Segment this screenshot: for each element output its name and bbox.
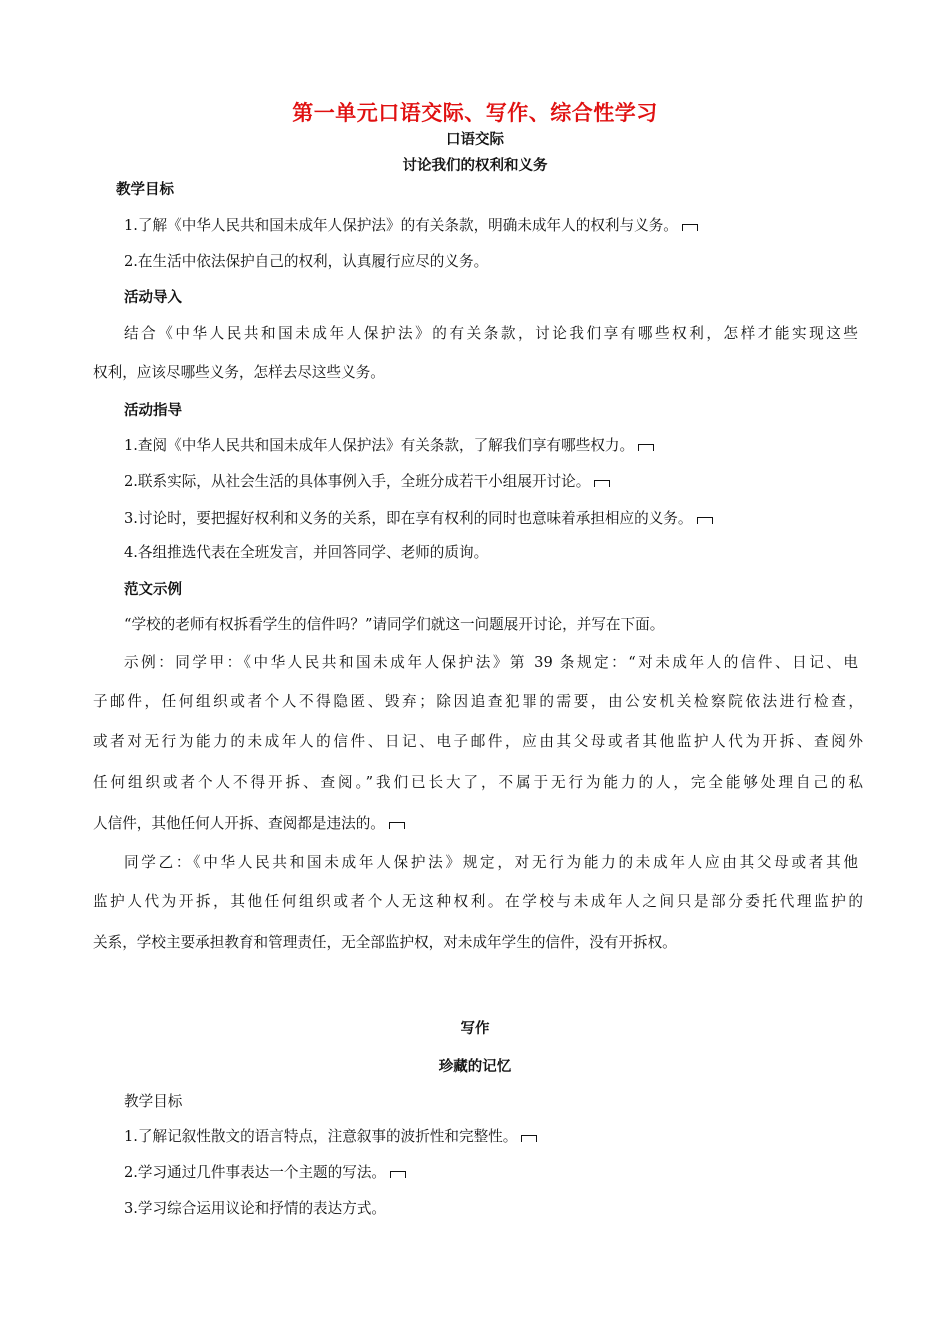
- return-mark-icon: [697, 517, 713, 524]
- writing-goal-item: 3.学习综合运用议论和抒情的表达方式。: [124, 1200, 387, 1217]
- example-a-line: 示例：同学甲：《中华人民共和国未成年人保护法》第 39 条规定：“对未成年人的信件、日记、电: [124, 654, 858, 671]
- example-a-line: 子邮件，任何组织或者个人不得隐匿、毁弃；除因追查犯罪的需要，由公安机关检察院依法进行检查，: [93, 693, 863, 710]
- goals-heading: 教学目标: [116, 182, 174, 198]
- section-subheading-rights: 讨论我们的权利和义务: [402, 158, 548, 174]
- guide-item: 3.讨论时，要把握好权利和义务的关系，即在享有权利的同时也意味着承担相应的义务。: [124, 507, 894, 528]
- guide-item: 2.联系实际，从社会生活的具体事例入手，全班分成若干小组展开讨论。: [124, 470, 894, 491]
- intro-line: 结合《中华人民共和国未成年人保护法》的有关条款，讨论我们享有哪些权利，怎样才能实现这些: [124, 325, 858, 342]
- return-mark-icon: [521, 1135, 537, 1142]
- intro-heading: 活动导入: [124, 290, 182, 306]
- example-b-line: 关系，学校主要承担教育和管理责任，无全部监护权，对未成年学生的信件，没有开拆权。: [93, 934, 677, 951]
- guide-item: 1.查阅《中华人民共和国未成年人保护法》有关条款，了解我们享有哪些权力。: [124, 434, 894, 455]
- section-heading-writing: 写作: [460, 1021, 490, 1037]
- return-mark-icon: [594, 480, 610, 487]
- example-b-line: 同学乙：《中华人民共和国未成年人保护法》规定，对无行为能力的未成年人应由其父母或者其他: [124, 854, 858, 871]
- writing-goal-item: 2.学习通过几件事表达一个主题的写法。: [124, 1161, 894, 1182]
- example-a-line: 任何组织或者个人不得开拆、查阅。”我们已长大了，不属于无行为能力的人，完全能够处理自己的私: [93, 774, 863, 791]
- example-prompt: “学校的老师有权拆看学生的信件吗？”请同学们就这一问题展开讨论，并写在下面。: [124, 616, 665, 633]
- section-heading-oral: 口语交际: [446, 132, 504, 148]
- section-subheading-memory: 珍藏的记忆: [438, 1059, 512, 1075]
- example-heading: 范文示例: [124, 582, 182, 598]
- guide-heading: 活动指导: [124, 403, 182, 419]
- return-mark-icon: [389, 822, 405, 829]
- example-a-line: 或者对无行为能力的未成年人的信件、日记、电子邮件，应由其父母或者其他监护人代为开拆、查阅外: [93, 733, 863, 750]
- example-b-line: 监护人代为开拆，其他任何组织或者个人无这种权利。在学校与未成年人之间只是部分委托代理监护的: [93, 893, 863, 910]
- guide-item: 4.各组推选代表在全班发言，并回答同学、老师的质询。: [124, 544, 489, 561]
- intro-line: 权利，应该尽哪些义务，怎样去尽这些义务。: [93, 364, 385, 381]
- return-mark-icon: [390, 1171, 406, 1178]
- page-title: 第一单元口语交际、写作、综合性学习: [292, 101, 658, 125]
- writing-goals-heading: 教学目标: [124, 1093, 183, 1110]
- goal-item: 1.了解《中华人民共和国未成年人保护法》的有关条款，明确未成年人的权利与义务。: [124, 214, 894, 235]
- goal-item: 2.在生活中依法保护自己的权利，认真履行应尽的义务。: [124, 253, 489, 270]
- return-mark-icon: [638, 444, 654, 451]
- example-a-line: 人信件，其他任何人开拆、查阅都是违法的。: [93, 812, 863, 833]
- return-mark-icon: [682, 224, 698, 231]
- writing-goal-item: 1.了解记叙性散文的语言特点，注意叙事的波折性和完整性。: [124, 1125, 894, 1146]
